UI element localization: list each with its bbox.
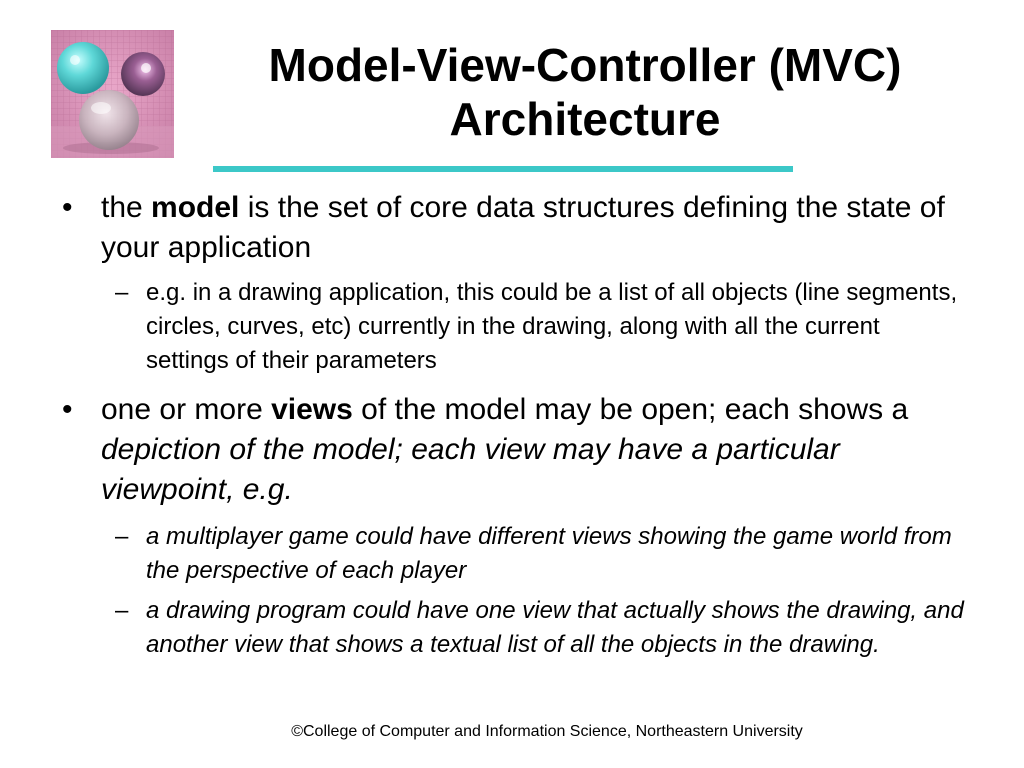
slide-title-line-2: Architecture (449, 93, 721, 145)
bullet-text-bold: views (271, 393, 353, 426)
glass-spheres-image (51, 30, 174, 158)
slide-title-line-1: Model-View-Controller (MVC) (268, 39, 902, 91)
sub-bullet-text: a drawing program could have one view that actually shows the drawing, and another view that shows a textual list of all the objects in the drawing. (146, 597, 964, 658)
bullet-text-bold: model (151, 191, 240, 224)
slide-body (0, 188, 1024, 662)
title-underline (213, 166, 793, 172)
slide-footer: ©College of Computer and Information Science, Northeastern University (291, 723, 803, 740)
slide-title (190, 38, 980, 146)
bullet-text-post: of the model may be open; each shows a (352, 393, 909, 426)
sub-bullet-drawing-program (0, 594, 1024, 662)
sub-bullet-marker: – (115, 523, 129, 550)
sub-bullet-text: e.g. in a drawing application, this could be a list of all objects (line segments, circles, curves, etc) currently in the drawing, along with all the current settings of their parameters (146, 279, 958, 374)
sub-bullet-multiplayer-game (0, 520, 1024, 588)
bullet-text-pre: one or more (101, 393, 272, 426)
bullet-text-italic: depiction of the model; each view may have a particular viewpoint, e.g. (101, 433, 840, 506)
bullet-model (0, 188, 1024, 268)
bullet-marker: • (62, 393, 73, 426)
bullet-text-post: is the set of core data structures defining the state of your application (101, 191, 945, 264)
sub-bullet-drawing-model (0, 276, 1024, 378)
bullet-text-pre: the (101, 191, 152, 224)
sub-bullet-marker: – (115, 597, 129, 624)
sub-bullet-marker: – (115, 279, 129, 306)
bullet-marker: • (62, 191, 73, 224)
sub-bullet-text: a multiplayer game could have different views showing the game world from the perspective of each player (146, 523, 952, 584)
bullet-views (0, 390, 1024, 510)
